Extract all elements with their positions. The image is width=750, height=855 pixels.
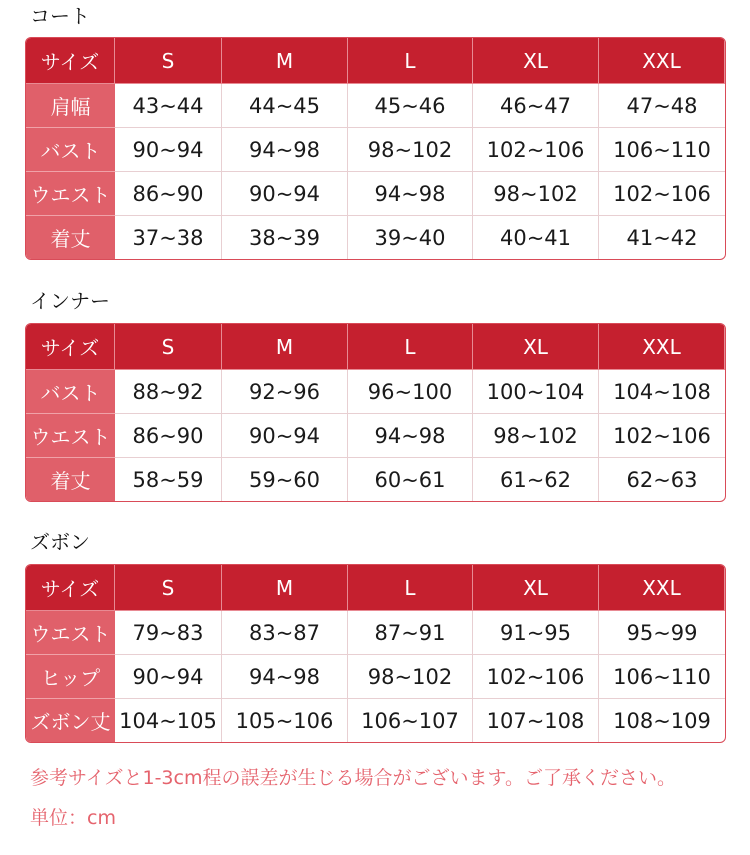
table-row [26, 128, 725, 172]
table-cell: 107~108 [473, 699, 599, 742]
row-label: バスト [26, 128, 115, 172]
table-cell: 102~106 [599, 414, 725, 458]
table-cell: 98~102 [473, 172, 599, 216]
column-header: M [222, 38, 348, 84]
table-cell: 108~109 [613, 708, 711, 733]
table-cell: 83~87 [222, 611, 348, 655]
table-cell: 38~39 [222, 216, 348, 259]
table-cell: 92~96 [222, 370, 348, 414]
table-row [26, 172, 725, 216]
column-header: L [348, 38, 473, 84]
table-row [26, 611, 725, 655]
table-row [26, 84, 725, 128]
column-header: S [115, 38, 222, 84]
table-cell: 62~63 [626, 467, 698, 492]
table-cell: 102~106 [473, 128, 599, 172]
column-header: S [115, 324, 222, 370]
table-cell: 94~98 [222, 655, 348, 699]
table-cell: 90~94 [222, 172, 348, 216]
header-row [26, 38, 725, 84]
table-cell: 90~94 [115, 655, 222, 699]
header-row [26, 565, 725, 611]
row-label: ウエスト [26, 414, 115, 458]
table-cell: 105~106 [222, 699, 348, 742]
row-label: ズボン丈 [26, 699, 115, 742]
column-header: XXL [599, 38, 725, 84]
table-cell: 104~108 [599, 370, 725, 414]
column-header: XXL [599, 565, 725, 611]
table-cell: 91~95 [473, 611, 599, 655]
column-header: L [348, 565, 473, 611]
table-cell: 58~59 [115, 458, 222, 501]
table-row [26, 699, 725, 742]
column-header: XXL [599, 324, 725, 370]
column-header: サイズ [26, 324, 115, 370]
row-label: 着丈 [26, 458, 115, 501]
column-header: サイズ [26, 38, 115, 84]
column-header: サイズ [26, 565, 115, 611]
row-label: ヒップ [26, 655, 115, 699]
column-header: M [222, 324, 348, 370]
unit-note: 単位：cm [30, 807, 116, 829]
table-cell: 37~38 [115, 216, 222, 259]
table-cell: 106~110 [599, 655, 725, 699]
table-cell: 102~106 [599, 172, 725, 216]
table-cell: 47~48 [599, 84, 725, 128]
table-cell: 45~46 [348, 84, 473, 128]
table-cell: 98~102 [348, 128, 473, 172]
table-row [26, 370, 725, 414]
table-cell: 87~91 [348, 611, 473, 655]
table-cell: 88~92 [115, 370, 222, 414]
row-label: 着丈 [26, 216, 115, 259]
table-cell: 95~99 [599, 611, 725, 655]
table-cell: 60~61 [348, 458, 473, 501]
table-cell: 86~90 [115, 414, 222, 458]
table-cell: 41~42 [626, 225, 698, 250]
table-row [26, 216, 725, 259]
column-header: M [222, 565, 348, 611]
table-cell: 100~104 [473, 370, 599, 414]
table-cell: 86~90 [115, 172, 222, 216]
column-header: XL [473, 565, 599, 611]
size-table [25, 564, 726, 743]
table-cell: 90~94 [222, 414, 348, 458]
table-title: ズボン [30, 530, 90, 554]
table-row [26, 655, 725, 699]
table-title: コート [30, 4, 90, 28]
table-cell: 98~102 [348, 655, 473, 699]
table-cell: 98~102 [473, 414, 599, 458]
table-row [26, 458, 725, 501]
size-table [25, 37, 726, 260]
column-header: S [115, 565, 222, 611]
table-cell: 59~60 [222, 458, 348, 501]
column-header: XL [473, 38, 599, 84]
table-cell: 39~40 [348, 216, 473, 259]
row-label: ウエスト [26, 611, 115, 655]
table-cell: 106~107 [348, 699, 473, 742]
table-cell: 40~41 [473, 216, 599, 259]
table-row [26, 414, 725, 458]
table-cell: 61~62 [473, 458, 599, 501]
row-label: バスト [26, 370, 115, 414]
table-cell: 96~100 [348, 370, 473, 414]
table-cell: 43~44 [115, 84, 222, 128]
table-title: インナー [30, 289, 110, 313]
table-cell: 102~106 [473, 655, 599, 699]
row-label: ウエスト [26, 172, 115, 216]
column-header: XL [473, 324, 599, 370]
table-cell: 106~110 [599, 128, 725, 172]
size-table [25, 323, 726, 502]
table-cell: 104~105 [115, 699, 222, 742]
table-cell: 94~98 [222, 128, 348, 172]
table-cell: 44~45 [222, 84, 348, 128]
table-cell: 94~98 [348, 414, 473, 458]
disclaimer-note: 参考サイズと1-3cm程の誤差が生じる場合がございます。ご了承ください。 [30, 767, 676, 789]
table-cell: 46~47 [473, 84, 599, 128]
table-cell: 94~98 [348, 172, 473, 216]
table-cell: 79~83 [115, 611, 222, 655]
header-row [26, 324, 725, 370]
table-cell: 90~94 [115, 128, 222, 172]
column-header: L [348, 324, 473, 370]
row-label: 肩幅 [26, 84, 115, 128]
